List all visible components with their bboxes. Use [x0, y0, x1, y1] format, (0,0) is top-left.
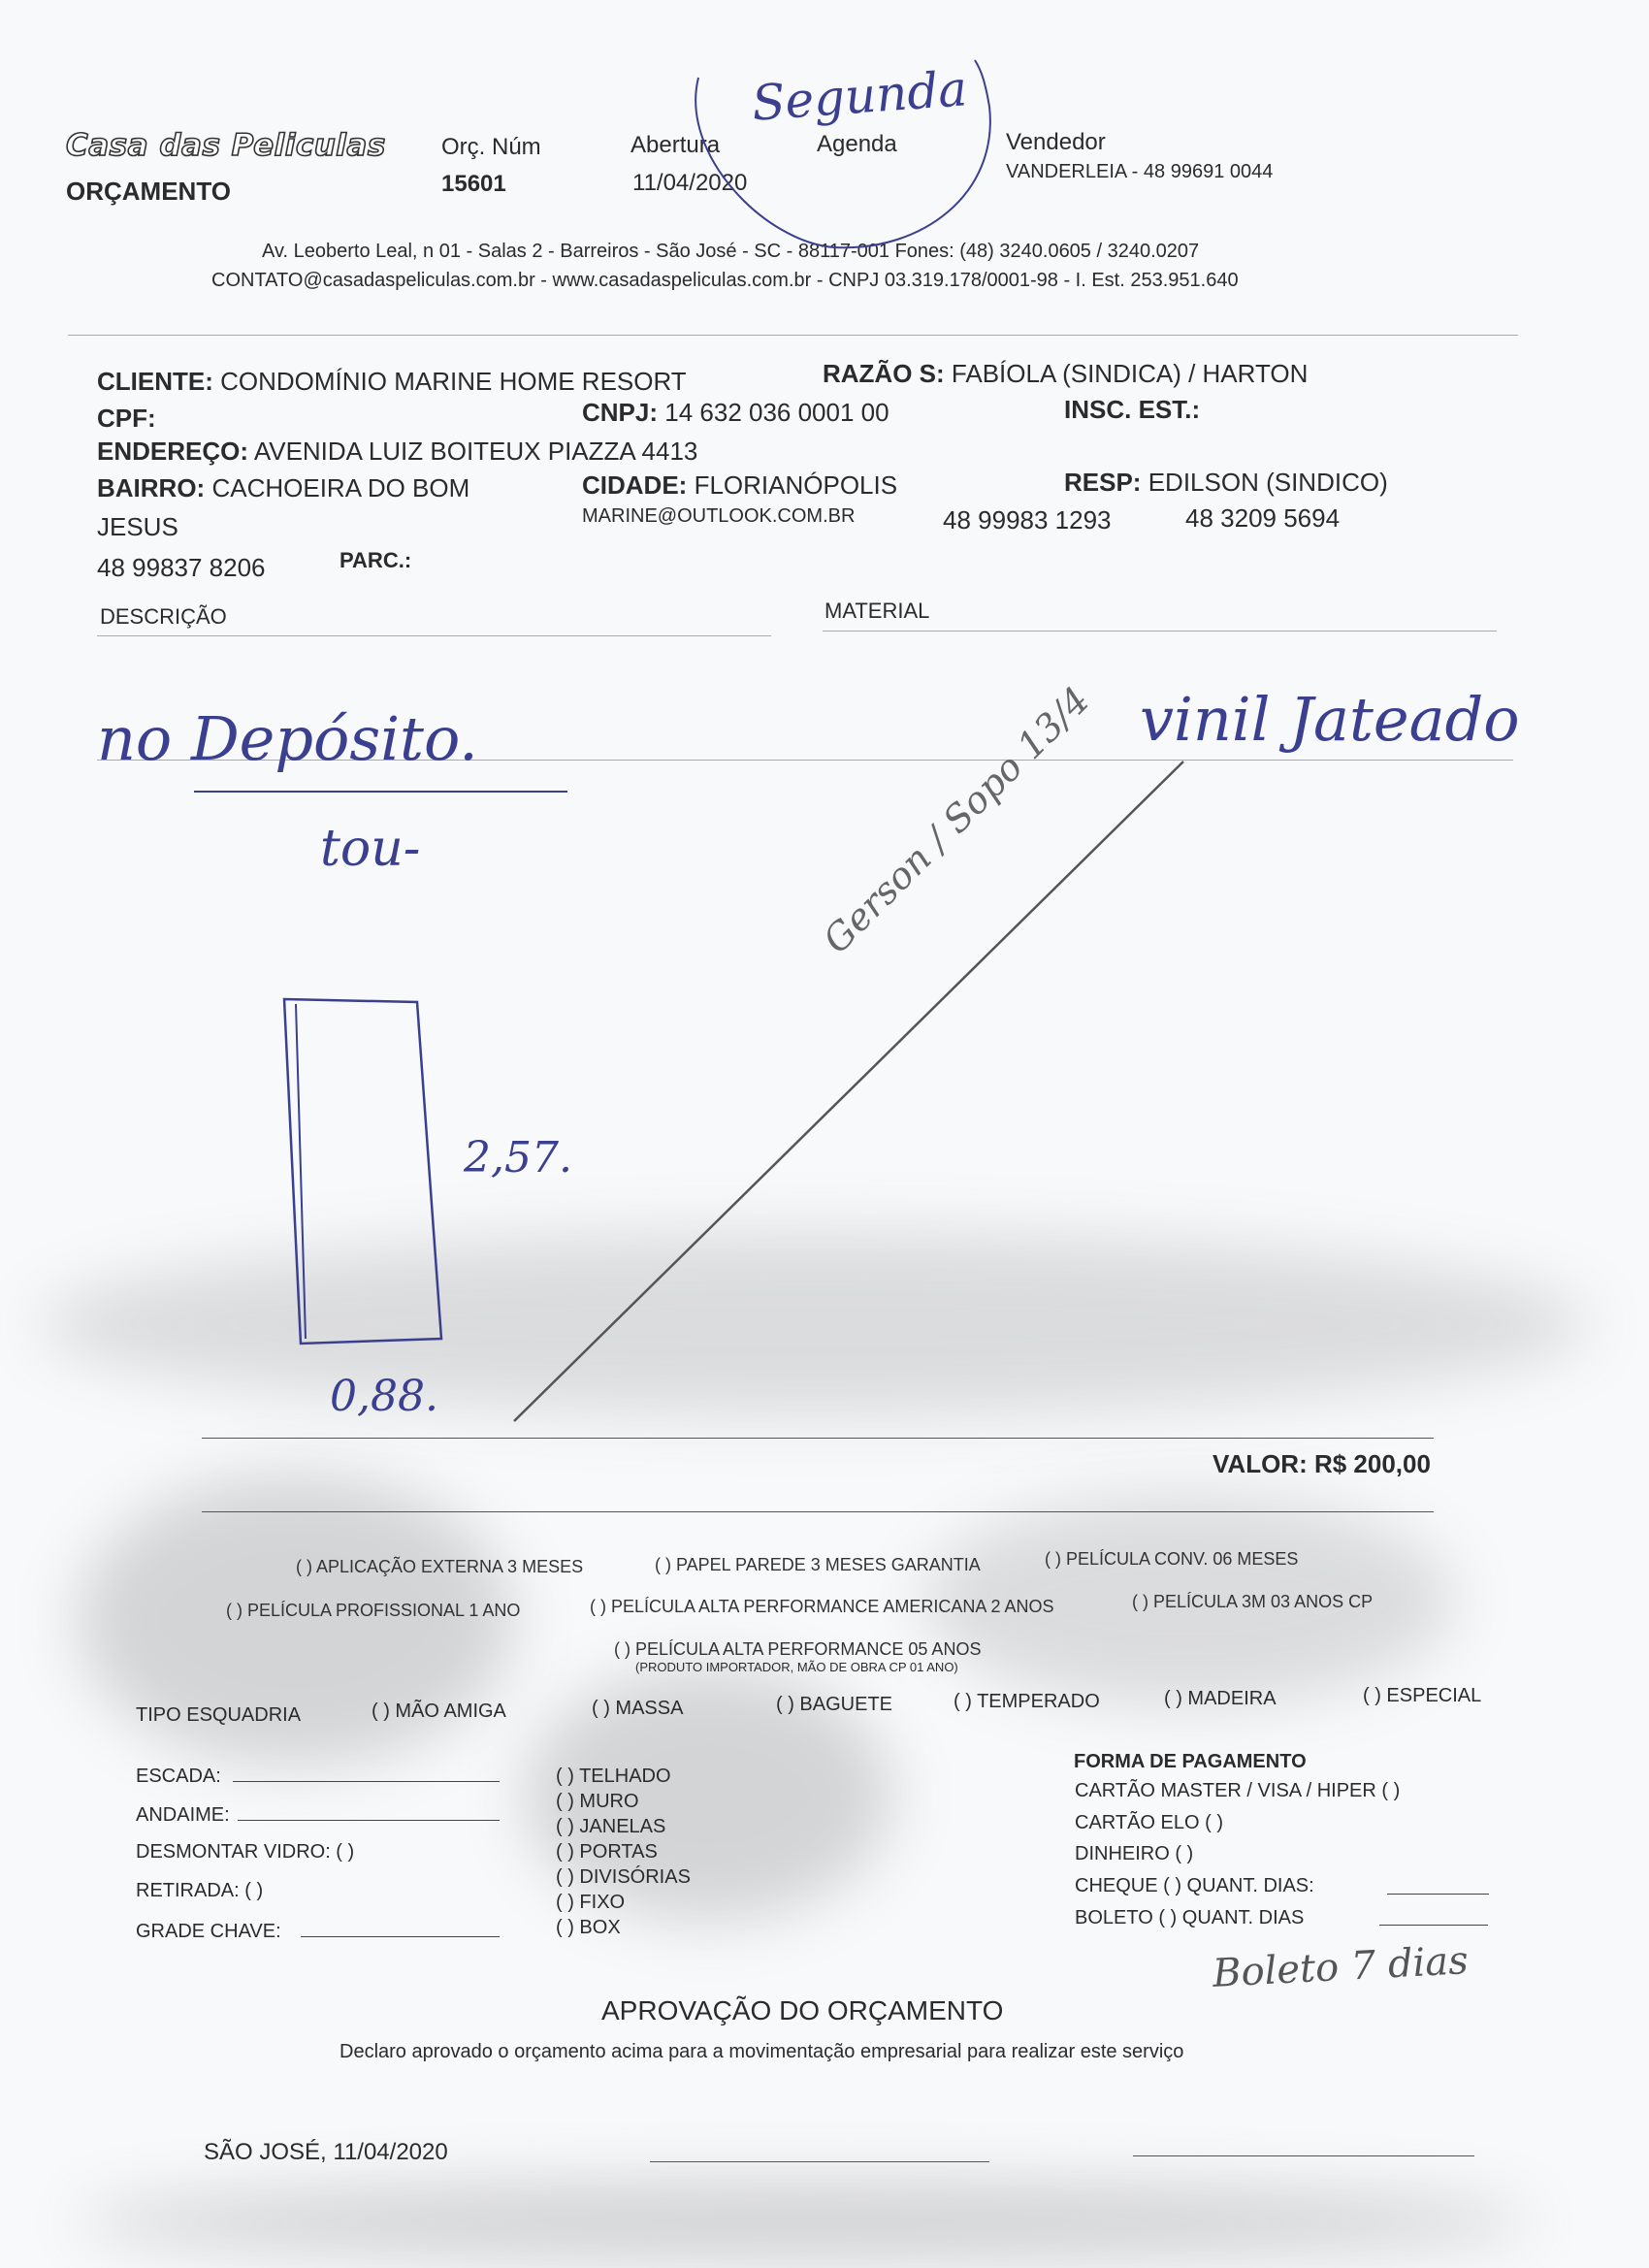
escada-line	[233, 1781, 500, 1782]
cpf-label: CPF:	[97, 404, 156, 433]
option-pelicula-profissional[interactable]: ( ) PELÍCULA PROFISSIONAL 1 ANO	[226, 1601, 521, 1620]
extra-divisorias[interactable]: ( ) DIVISÓRIAS	[556, 1866, 691, 1888]
andaime-line	[238, 1820, 500, 1821]
agenda-handwritten: Segunda	[750, 60, 969, 132]
resp-value: EDILSON (SINDICO)	[1148, 468, 1388, 497]
approval-text: Declaro aprovado o orçamento acima para a movimentação empresarial para realizar este serviço	[340, 2041, 1184, 2062]
escada-label: ESCADA:	[136, 1766, 221, 1787]
endereco-value: AVENIDA LUIZ BOITEUX PIAZZA 4413	[253, 437, 698, 466]
handwritten-note-tou: tou-	[320, 820, 421, 878]
bairro-label: BAIRRO:	[97, 473, 206, 502]
client-email: MARINE@OUTLOOK.COM.BR	[582, 505, 856, 527]
agenda-label: Agenda	[817, 131, 897, 157]
cnpj-label: CNPJ:	[582, 398, 659, 427]
handwritten-material: vinil Jateado	[1140, 684, 1520, 755]
tipo-madeira[interactable]: ( ) MADEIRA	[1164, 1688, 1277, 1709]
approval-place-date: SÃO JOSÉ, 11/04/2020	[204, 2139, 448, 2165]
option-pelicula-alta-performance[interactable]: ( ) PELÍCULA ALTA PERFORMANCE 05 ANOS	[614, 1639, 982, 1659]
option-aplicacao-externa[interactable]: ( ) APLICAÇÃO EXTERNA 3 MESES	[296, 1557, 584, 1576]
valor-amount: R$ 200,00	[1313, 1449, 1431, 1478]
resp-label: RESP:	[1064, 468, 1142, 497]
client-phone-3: 48 99837 8206	[97, 553, 266, 582]
tipo-mao-amiga[interactable]: ( ) MÃO AMIGA	[372, 1701, 506, 1722]
agenda-circle	[695, 60, 990, 247]
dimension-height: 2,57.	[464, 1133, 572, 1183]
payment-cartao-master[interactable]: CARTÃO MASTER / VISA / HIPER ( )	[1075, 1780, 1401, 1801]
signature-line-2[interactable]	[1133, 2155, 1474, 2156]
vendedor-label: Vendedor	[1006, 129, 1106, 155]
vendedor-value: VANDERLEIA - 48 99691 0044	[1006, 161, 1274, 182]
parc-label: PARC.:	[340, 548, 412, 572]
extra-box[interactable]: ( ) BOX	[556, 1917, 621, 1938]
cidade-label: CIDADE:	[582, 470, 688, 500]
orc-label: Orç. Núm	[441, 134, 541, 160]
extra-fixo[interactable]: ( ) FIXO	[556, 1892, 626, 1913]
valor-bottom-line	[202, 1511, 1434, 1512]
material-label: MATERIAL	[824, 599, 930, 623]
tipo-temperado[interactable]: ( ) TEMPERADO	[954, 1691, 1100, 1712]
handwritten-boleto: Boleto 7 dias	[1211, 1938, 1470, 1996]
option-papel-parede[interactable]: ( ) PAPEL PAREDE 3 MESES GARANTIA	[655, 1555, 981, 1574]
cnpj-value: 14 632 036 0001 00	[664, 398, 889, 427]
brand-logo: Casa das Peliculas	[66, 128, 386, 163]
signature-line-1[interactable]	[650, 2161, 989, 2162]
option-pelicula-3m[interactable]: ( ) PELÍCULA 3M 03 ANOS CP	[1132, 1592, 1374, 1611]
dimension-width: 0,88.	[330, 1372, 438, 1421]
company-address: Av. Leoberto Leal, n 01 - Salas 2 - Barreiros - São José - SC - 88117-001 Fones: (48) 3240.0605 / 3240.0207	[262, 241, 1200, 262]
tipo-especial[interactable]: ( ) ESPECIAL	[1363, 1685, 1482, 1706]
diagonal-strike	[514, 761, 1183, 1421]
approval-title: APROVAÇÃO DO ORÇAMENTO	[601, 1995, 1004, 2025]
orc-number: 15601	[441, 171, 506, 197]
extra-portas[interactable]: ( ) PORTAS	[556, 1841, 658, 1863]
valor-row	[1212, 1449, 1431, 1479]
cidade-value: FLORIANÓPOLIS	[694, 470, 898, 500]
payment-cartao-elo[interactable]: CARTÃO ELO ( )	[1075, 1812, 1223, 1833]
valor-label: VALOR:	[1212, 1449, 1308, 1478]
handwritten-note-deposito: no Depósito.	[97, 703, 478, 774]
client-phone-1: 48 99983 1293	[943, 505, 1112, 535]
descricao-label: DESCRIÇÃO	[100, 604, 227, 629]
option-pelicula-alta-performance-note: (PRODUTO IMPORTADOR, MÃO DE OBRA CP 01 ANO)	[635, 1660, 958, 1674]
tipo-baguete[interactable]: ( ) BAGUETE	[776, 1694, 893, 1715]
tipo-esquadria-label: TIPO ESQUADRIA	[136, 1704, 302, 1726]
document-title: ORÇAMENTO	[66, 177, 231, 206]
retirada[interactable]: RETIRADA: ( )	[136, 1880, 264, 1901]
cheque-dias-line	[1387, 1894, 1489, 1895]
option-pelicula-americana[interactable]: ( ) PELÍCULA ALTA PERFORMANCE AMERICANA 2 ANOS	[590, 1597, 1054, 1616]
extra-telhado[interactable]: ( ) TELHADO	[556, 1766, 671, 1787]
abertura-date: 11/04/2020	[632, 170, 748, 196]
payment-title: FORMA DE PAGAMENTO	[1074, 1751, 1307, 1772]
company-contact: CONTATO@casadaspeliculas.com.br - www.casadaspeliculas.com.br - CNPJ 03.319.178/0001-98 - I. Est. 253.951.640	[211, 270, 1239, 291]
cliente-label: CLIENTE:	[97, 367, 213, 396]
payment-cheque[interactable]: CHEQUE ( ) QUANT. DIAS:	[1075, 1875, 1314, 1896]
desmontar-vidro[interactable]: DESMONTAR VIDRO: ( )	[136, 1841, 355, 1863]
abertura-label: Abertura	[630, 132, 721, 158]
client-phone-2: 48 3209 5694	[1185, 503, 1341, 533]
bairro-value-cont: JESUS	[97, 512, 178, 541]
bairro-value: CACHOEIRA DO BOM	[211, 473, 470, 502]
option-pelicula-conv[interactable]: ( ) PELÍCULA CONV. 06 MESES	[1045, 1549, 1299, 1569]
endereco-label: ENDEREÇO:	[97, 437, 249, 466]
andaime-label: ANDAIME:	[136, 1804, 230, 1826]
insc-est-label: INSC. EST.:	[1064, 395, 1201, 424]
extra-janelas[interactable]: ( ) JANELAS	[556, 1816, 666, 1837]
razao-value: FABÍOLA (SINDICA) / HARTON	[951, 359, 1309, 388]
payment-dinheiro[interactable]: DINHEIRO ( )	[1075, 1843, 1194, 1864]
grade-chave-line	[301, 1936, 500, 1937]
grade-chave-label: GRADE CHAVE:	[136, 1921, 281, 1942]
valor-top-line	[202, 1438, 1434, 1439]
window-sketch-rect	[284, 999, 441, 1344]
razao-label: RAZÃO S:	[823, 359, 945, 388]
boleto-dias-line	[1379, 1925, 1488, 1926]
cliente-value: CONDOMÍNIO MARINE HOME RESORT	[220, 367, 687, 396]
extra-muro[interactable]: ( ) MURO	[556, 1791, 639, 1812]
tipo-massa[interactable]: ( ) MASSA	[592, 1698, 684, 1719]
payment-boleto[interactable]: BOLETO ( ) QUANT. DIAS	[1075, 1907, 1305, 1928]
handwritten-diagonal-note: Gerson / Sopo 13/4	[815, 678, 1098, 962]
